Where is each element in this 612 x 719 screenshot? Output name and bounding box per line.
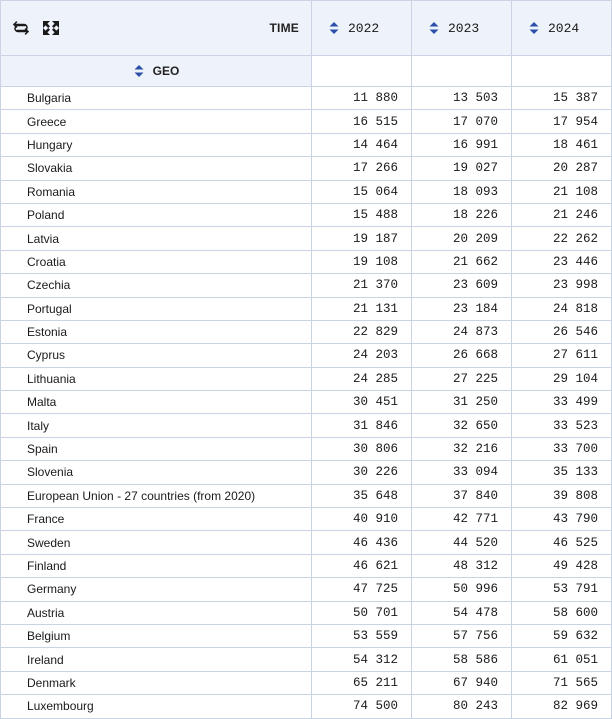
transpose-arrows-icon[interactable] xyxy=(11,18,31,38)
table-row xyxy=(1,157,612,180)
value-cell-2022: 40 910 xyxy=(312,508,412,531)
value-cell-2023: 17 070 xyxy=(412,110,512,133)
geo-cell: France xyxy=(1,508,312,531)
table-body xyxy=(1,87,612,719)
value-cell-2022: 16 515 xyxy=(312,110,412,133)
value-cell-2024: 26 546 xyxy=(512,320,612,343)
value-cell-2022: 21 370 xyxy=(312,274,412,297)
value-cell-2023: 33 094 xyxy=(412,461,512,484)
value-cell-2024: 33 700 xyxy=(512,437,612,460)
value-cell-2024: 17 954 xyxy=(512,110,612,133)
value-cell-2023: 19 027 xyxy=(412,157,512,180)
sort-updown-icon[interactable] xyxy=(133,64,145,78)
value-cell-2022: 24 203 xyxy=(312,344,412,367)
table-row xyxy=(1,133,612,156)
table-row xyxy=(1,180,612,203)
value-cell-2024: 23 446 xyxy=(512,250,612,273)
value-cell-2024: 22 262 xyxy=(512,227,612,250)
value-cell-2023: 23 184 xyxy=(412,297,512,320)
table-row xyxy=(1,414,612,437)
value-cell-2023: 57 756 xyxy=(412,624,512,647)
value-cell-2023: 16 991 xyxy=(412,133,512,156)
value-cell-2022: 22 829 xyxy=(312,320,412,343)
geo-cell: Ireland xyxy=(1,648,312,671)
table-row xyxy=(1,624,612,647)
value-cell-2022: 24 285 xyxy=(312,367,412,390)
value-cell-2022: 54 312 xyxy=(312,648,412,671)
value-cell-2024: 53 791 xyxy=(512,578,612,601)
table-row xyxy=(1,437,612,460)
geo-cell: Denmark xyxy=(1,671,312,694)
geo-cell: Malta xyxy=(1,391,312,414)
geo-cell: Slovakia xyxy=(1,157,312,180)
value-cell-2022: 30 806 xyxy=(312,437,412,460)
value-cell-2022: 31 846 xyxy=(312,414,412,437)
geo-cell: Finland xyxy=(1,554,312,577)
value-cell-2022: 50 701 xyxy=(312,601,412,624)
value-cell-2022: 19 187 xyxy=(312,227,412,250)
geo-cell: Estonia xyxy=(1,320,312,343)
table-row xyxy=(1,508,612,531)
geo-cell: Portugal xyxy=(1,297,312,320)
sort-updown-icon[interactable] xyxy=(528,21,540,35)
geo-row-spacer-2023 xyxy=(412,56,512,87)
value-cell-2023: 18 093 xyxy=(412,180,512,203)
table-header-geo-row xyxy=(1,56,612,87)
value-cell-2022: 30 226 xyxy=(312,461,412,484)
table-row xyxy=(1,227,612,250)
value-cell-2023: 37 840 xyxy=(412,484,512,507)
value-cell-2023: 32 216 xyxy=(412,437,512,460)
table-row xyxy=(1,110,612,133)
geo-cell: Bulgaria xyxy=(1,87,312,110)
table-header-time-row xyxy=(1,1,612,56)
value-cell-2022: 46 621 xyxy=(312,554,412,577)
sort-updown-icon[interactable] xyxy=(328,21,340,35)
column-header-2022-label: 2022 xyxy=(348,20,380,36)
value-cell-2024: 29 104 xyxy=(512,367,612,390)
value-cell-2024: 20 287 xyxy=(512,157,612,180)
column-header-2023-label: 2023 xyxy=(448,20,480,36)
value-cell-2024: 23 998 xyxy=(512,274,612,297)
time-header-label: TIME xyxy=(269,21,299,35)
value-cell-2023: 58 586 xyxy=(412,648,512,671)
value-cell-2023: 44 520 xyxy=(412,531,512,554)
value-cell-2024: 21 108 xyxy=(512,180,612,203)
value-cell-2022: 17 266 xyxy=(312,157,412,180)
table-row xyxy=(1,554,612,577)
geo-cell: Czechia xyxy=(1,274,312,297)
table-row xyxy=(1,344,612,367)
table-row xyxy=(1,578,612,601)
table-row xyxy=(1,671,612,694)
value-cell-2023: 67 940 xyxy=(412,671,512,694)
value-cell-2022: 35 648 xyxy=(312,484,412,507)
value-cell-2023: 27 225 xyxy=(412,367,512,390)
table-row xyxy=(1,695,612,718)
expand-collapse-icon[interactable] xyxy=(41,18,61,38)
value-cell-2023: 80 243 xyxy=(412,695,512,718)
value-cell-2024: 49 428 xyxy=(512,554,612,577)
value-cell-2024: 27 611 xyxy=(512,344,612,367)
geo-cell: Italy xyxy=(1,414,312,437)
geo-cell: Luxembourg xyxy=(1,695,312,718)
geo-cell: Greece xyxy=(1,110,312,133)
value-cell-2022: 11 880 xyxy=(312,87,412,110)
geo-row-spacer-2022 xyxy=(312,56,412,87)
value-cell-2023: 13 503 xyxy=(412,87,512,110)
table-row xyxy=(1,367,612,390)
table-row xyxy=(1,484,612,507)
value-cell-2022: 46 436 xyxy=(312,531,412,554)
value-cell-2022: 53 559 xyxy=(312,624,412,647)
value-cell-2024: 24 818 xyxy=(512,297,612,320)
value-cell-2024: 39 808 xyxy=(512,484,612,507)
value-cell-2023: 26 668 xyxy=(412,344,512,367)
geo-cell: Lithuania xyxy=(1,367,312,390)
value-cell-2022: 14 464 xyxy=(312,133,412,156)
value-cell-2023: 48 312 xyxy=(412,554,512,577)
table-row xyxy=(1,648,612,671)
value-cell-2023: 42 771 xyxy=(412,508,512,531)
value-cell-2024: 33 523 xyxy=(512,414,612,437)
value-cell-2024: 18 461 xyxy=(512,133,612,156)
value-cell-2024: 43 790 xyxy=(512,508,612,531)
value-cell-2022: 15 488 xyxy=(312,203,412,226)
value-cell-2022: 19 108 xyxy=(312,250,412,273)
column-header-2022[interactable] xyxy=(312,1,412,56)
value-cell-2024: 61 051 xyxy=(512,648,612,671)
geo-cell: Austria xyxy=(1,601,312,624)
toolbar-cell xyxy=(1,1,312,56)
geo-row-spacer-2024 xyxy=(512,56,612,87)
column-header-2023[interactable] xyxy=(412,1,512,56)
value-cell-2024: 21 246 xyxy=(512,203,612,226)
value-cell-2024: 82 969 xyxy=(512,695,612,718)
geo-header-cell[interactable] xyxy=(1,56,312,87)
value-cell-2023: 32 650 xyxy=(412,414,512,437)
value-cell-2023: 21 662 xyxy=(412,250,512,273)
geo-cell: Sweden xyxy=(1,531,312,554)
table-row xyxy=(1,391,612,414)
geo-cell: Belgium xyxy=(1,624,312,647)
table-row xyxy=(1,461,612,484)
geo-cell: Hungary xyxy=(1,133,312,156)
geo-cell: Cyprus xyxy=(1,344,312,367)
table-row xyxy=(1,320,612,343)
value-cell-2022: 65 211 xyxy=(312,671,412,694)
table-row xyxy=(1,601,612,624)
value-cell-2022: 30 451 xyxy=(312,391,412,414)
column-header-2024[interactable] xyxy=(512,1,612,56)
value-cell-2022: 15 064 xyxy=(312,180,412,203)
value-cell-2023: 20 209 xyxy=(412,227,512,250)
geo-cell: Latvia xyxy=(1,227,312,250)
geo-header-label: GEO xyxy=(152,64,180,78)
value-cell-2022: 47 725 xyxy=(312,578,412,601)
table-row xyxy=(1,274,612,297)
geo-cell: Slovenia xyxy=(1,461,312,484)
value-cell-2024: 46 525 xyxy=(512,531,612,554)
geo-cell: European Union - 27 countries (from 2020) xyxy=(1,484,312,507)
value-cell-2024: 33 499 xyxy=(512,391,612,414)
table-row xyxy=(1,87,612,110)
value-cell-2023: 24 873 xyxy=(412,320,512,343)
value-cell-2023: 23 609 xyxy=(412,274,512,297)
table-row xyxy=(1,203,612,226)
table-row xyxy=(1,250,612,273)
table-row xyxy=(1,531,612,554)
geo-cell: Spain xyxy=(1,437,312,460)
value-cell-2022: 74 500 xyxy=(312,695,412,718)
value-cell-2024: 59 632 xyxy=(512,624,612,647)
value-cell-2023: 50 996 xyxy=(412,578,512,601)
geo-cell: Poland xyxy=(1,203,312,226)
value-cell-2024: 15 387 xyxy=(512,87,612,110)
sort-updown-icon[interactable] xyxy=(428,21,440,35)
geo-cell: Romania xyxy=(1,180,312,203)
geo-cell: Croatia xyxy=(1,250,312,273)
value-cell-2024: 35 133 xyxy=(512,461,612,484)
value-cell-2023: 18 226 xyxy=(412,203,512,226)
value-cell-2023: 54 478 xyxy=(412,601,512,624)
geo-cell: Germany xyxy=(1,578,312,601)
value-cell-2022: 21 131 xyxy=(312,297,412,320)
value-cell-2023: 31 250 xyxy=(412,391,512,414)
value-cell-2024: 58 600 xyxy=(512,601,612,624)
table-row xyxy=(1,297,612,320)
value-cell-2024: 71 565 xyxy=(512,671,612,694)
column-header-2024-label: 2024 xyxy=(548,20,580,36)
